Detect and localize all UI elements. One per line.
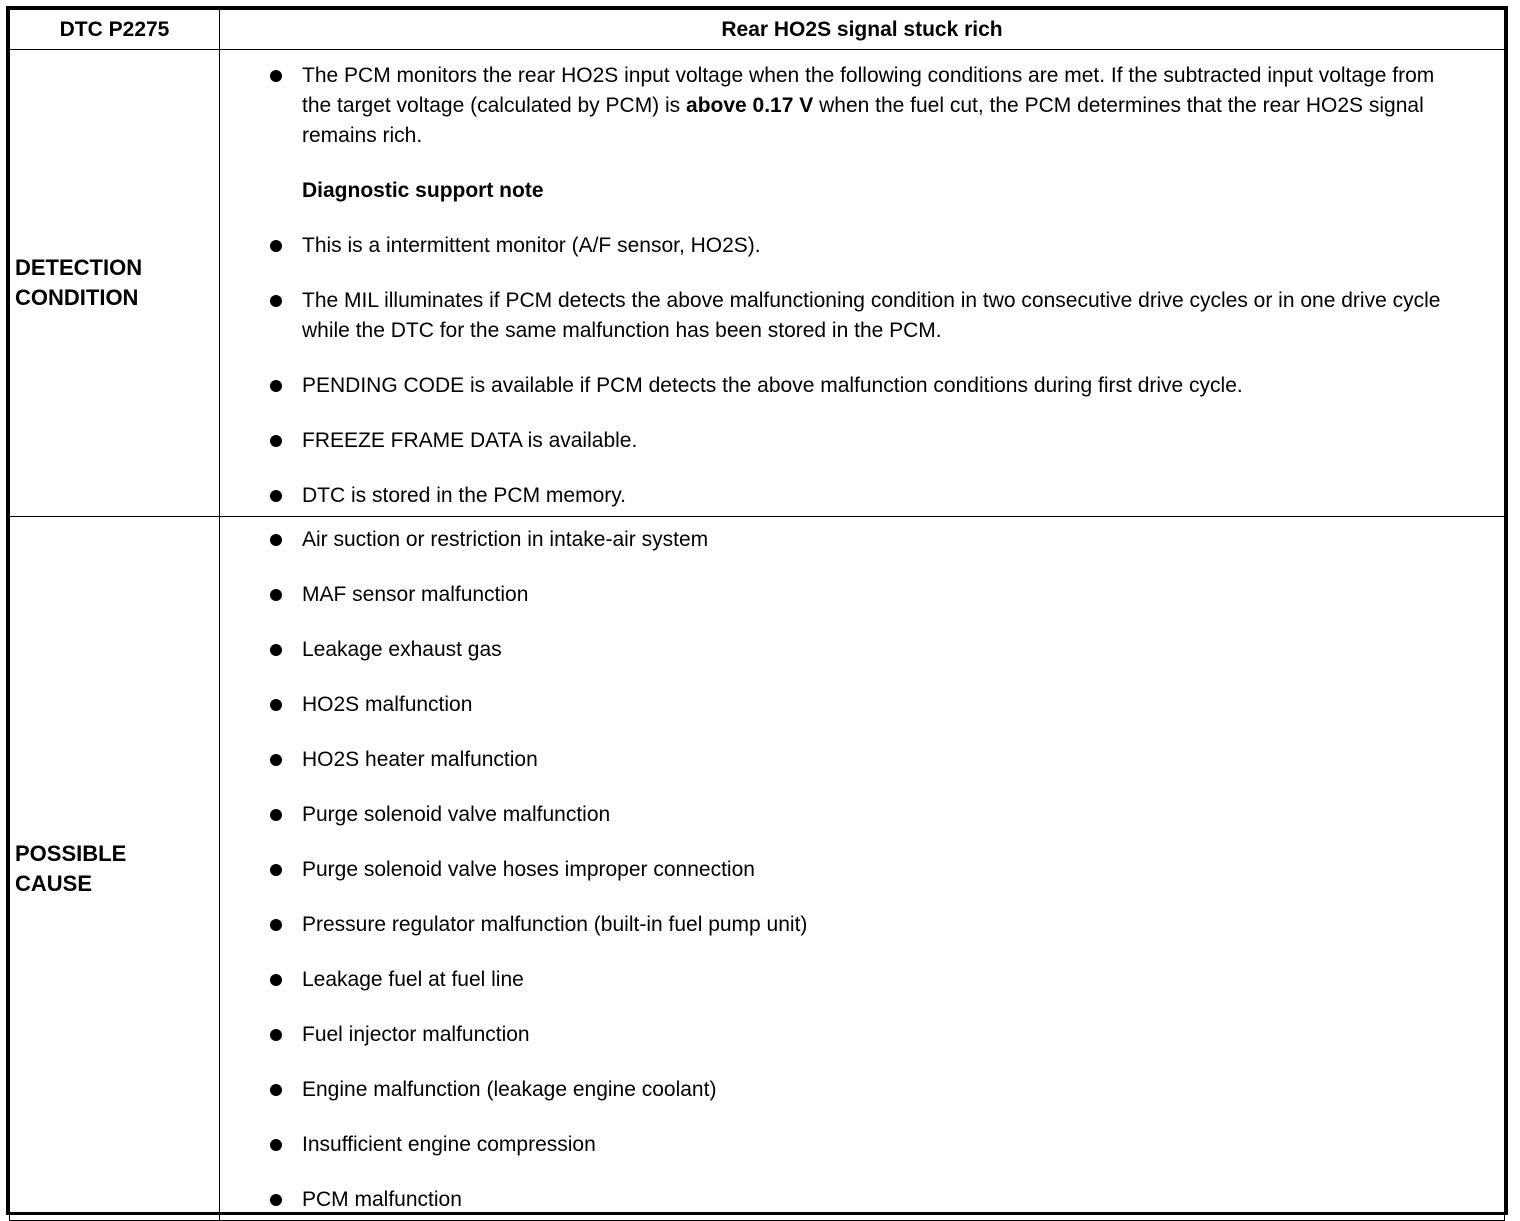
- bullet-icon: [270, 919, 282, 931]
- dtc-code-cell: DTC P2275: [10, 10, 220, 50]
- bullet-icon: [270, 644, 282, 656]
- cause-text: Engine malfunction (leakage engine coolant): [302, 1078, 717, 1101]
- cause-text: HO2S heater malfunction: [302, 748, 538, 771]
- bullet-icon: [270, 1084, 282, 1096]
- dtc-title-cell: Rear HO2S signal stuck rich: [220, 10, 1505, 50]
- bullet-icon: [270, 699, 282, 711]
- note-text: PENDING CODE is available if PCM detects the above malfunction conditions during first drive cycle.: [302, 374, 1243, 397]
- bullet-icon: [270, 754, 282, 766]
- cause-item: [270, 1185, 1464, 1215]
- cause-item: [270, 745, 1464, 775]
- cause-text: Insufficient engine compression: [302, 1133, 596, 1156]
- detection-list: [270, 61, 1464, 511]
- cause-text: Pressure regulator malfunction (built-in fuel pump unit): [302, 913, 808, 936]
- cause-item: [270, 525, 1464, 555]
- detection-condition-label: [10, 50, 220, 517]
- bullet-icon: [270, 589, 282, 601]
- possible-cause-label: [10, 517, 220, 1221]
- note-item: [270, 481, 1464, 511]
- cause-item: [270, 1075, 1464, 1105]
- cause-text: PCM malfunction: [302, 1188, 462, 1211]
- bullet-icon: [270, 70, 282, 82]
- detection-condition-content: [220, 50, 1505, 517]
- note-text: DTC is stored in the PCM memory.: [302, 484, 627, 507]
- bullet-icon: [270, 490, 282, 502]
- cause-item: [270, 635, 1464, 665]
- cause-text: Leakage exhaust gas: [302, 638, 502, 661]
- bullet-icon: [270, 974, 282, 986]
- detection-condition-row: [10, 50, 1505, 517]
- cause-text: Air suction or restriction in intake-air system: [302, 528, 709, 551]
- bullet-icon: [270, 240, 282, 252]
- bullet-icon: [270, 380, 282, 392]
- bullet-icon: [270, 1029, 282, 1041]
- cause-text: MAF sensor malfunction: [302, 583, 529, 606]
- bullet-icon: [270, 534, 282, 546]
- cause-item: [270, 1130, 1464, 1160]
- cause-text: Purge solenoid valve hoses improper connection: [302, 858, 755, 881]
- cause-item: [270, 1020, 1464, 1050]
- dtc-table-sheet: [6, 6, 1508, 1215]
- cause-text: HO2S malfunction: [302, 693, 473, 716]
- bullet-icon: [270, 1139, 282, 1151]
- bullet-icon: [270, 809, 282, 821]
- note-item: [270, 426, 1464, 456]
- possible-cause-label-line1: POSSIBLE: [15, 840, 127, 866]
- cause-item: [270, 800, 1464, 830]
- cause-item: [270, 965, 1464, 995]
- note-text: FREEZE FRAME DATA is available.: [302, 429, 638, 452]
- note-item: [270, 371, 1464, 401]
- detection-item-monitor: [270, 61, 1464, 151]
- note-text: The MIL illuminates if PCM detects the above malfunctioning condition in two consecutive drive cycles or in one drive cycle while the DTC for the same malfunction has been stored in the PCM.: [302, 289, 1441, 342]
- bullet-icon: [270, 864, 282, 876]
- possible-cause-list: [270, 525, 1464, 1215]
- cause-item: [270, 690, 1464, 720]
- note-item: [270, 231, 1464, 261]
- cause-text: Leakage fuel at fuel line: [302, 968, 524, 991]
- bullet-icon: [270, 435, 282, 447]
- cause-item: [270, 580, 1464, 610]
- possible-cause-row: [10, 517, 1505, 1221]
- cause-text: Purge solenoid valve malfunction: [302, 803, 611, 826]
- detection-item1-pre: The PCM monitors the rear HO2S input voltage when the following conditions are met. If the subtracted input voltage from the target voltage (calculated by PCM) is: [302, 64, 1435, 117]
- detection-item1-post: when the fuel cut, the PCM determines that the rear HO2S signal remains rich.: [302, 94, 1424, 147]
- header-row: [10, 10, 1505, 50]
- dtc-table: [9, 9, 1505, 1221]
- cause-item: [270, 855, 1464, 885]
- note-heading-text: Diagnostic support note: [302, 179, 544, 202]
- detection-label-line2: CONDITION: [15, 285, 139, 310]
- cause-text: Fuel injector malfunction: [302, 1023, 530, 1046]
- note-item: [270, 286, 1464, 346]
- bullet-icon: [270, 295, 282, 307]
- possible-cause-content: [220, 517, 1505, 1221]
- possible-cause-label-line2: CAUSE: [15, 870, 93, 896]
- note-text: This is a intermittent monitor (A/F sensor, HO2S).: [302, 234, 761, 257]
- detection-label-line1: DETECTION: [15, 255, 143, 280]
- diagnostic-support-note-heading: [270, 176, 1464, 206]
- cause-item: [270, 910, 1464, 940]
- bullet-icon: [270, 1194, 282, 1206]
- detection-item1-threshold: above 0.17 V: [686, 94, 814, 117]
